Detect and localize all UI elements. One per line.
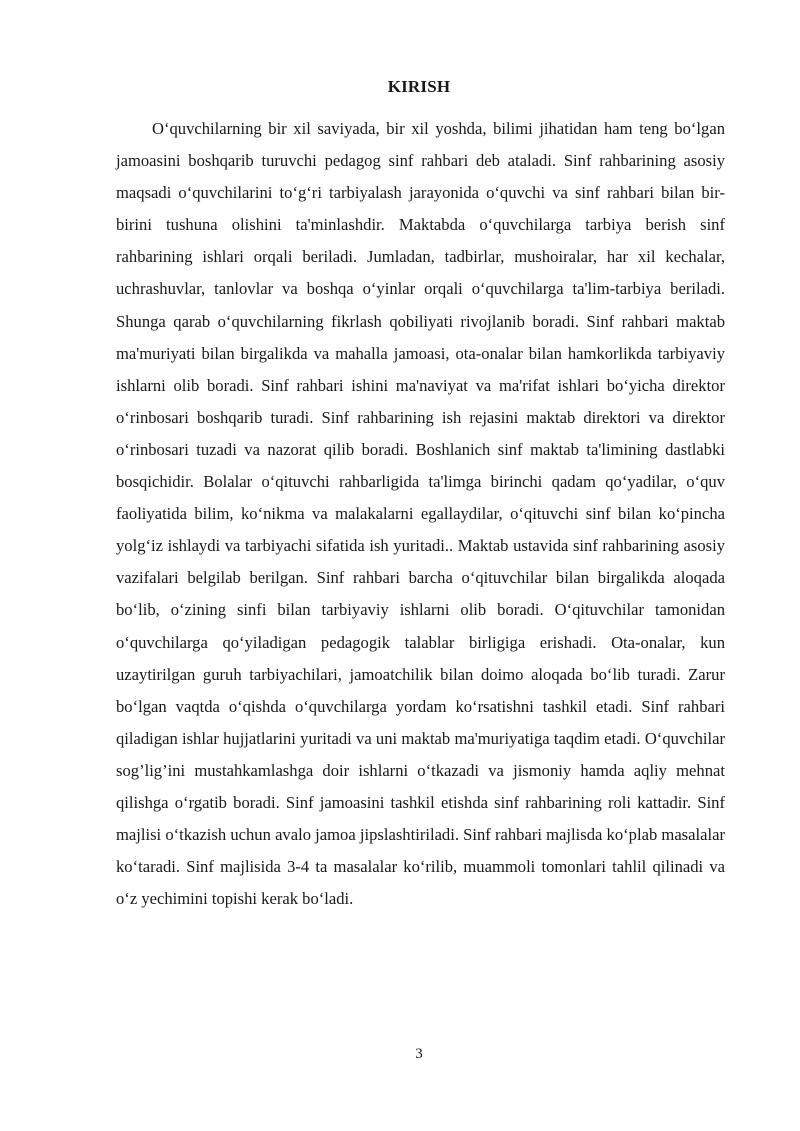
- body-paragraph: [116, 113, 725, 915]
- paragraph-text: O‘quvchilarning bir xil saviyada, bir xil yoshda, bilimi jihatidan ham teng bo‘lgan jamoasini boshqarib turuvchi pedagog sinf rahbari deb ataladi. Sinf rahbarining asosiy maqsadi o‘quvchilarini to‘g‘ri tarbiyalash jarayonida o‘quvchi va sinf rahbari bilan bir-birini tushuna olishini ta'minlashdir. Maktabda o‘quvchilarga tarbiya berish sinf rahbarining ishlari orqali beriladi. Jumladan, tadbirlar, mushoiralar, har xil kechalar, uchrashuvlar, tanlovlar va boshqa o‘yinlar orqali o‘quvchilarga ta'lim-tarbiya beriladi. Shunga qarab o‘quvchilarning fikrlash qobiliyati rivojlanib boradi. Sinf rahbari maktab ma'muriyati bilan birgalikda va mahalla jamoasi, ota-onalar bilan hamkorlikda tarbiyaviy ishlarni olib boradi. Sinf rahbari ishini ma'naviyat va ma'rifat ishlari bo‘yicha direktor o‘rinbosari boshqarib turadi. Sinf rahbarining ish rejasini maktab direktori va direktor o‘rinbosari tuzadi va nazorat qilib boradi. Boshlanich sinf maktab ta'limining dastlabki bosqichidir. Bolalar o‘qituvchi rahbarligida ta'limga birinchi qadam qo‘yadilar, o‘quv faoliyatida bilim, ko‘nikma va malakalarni egallaydilar, o‘qituvchi sinf bilan ko‘pincha yolg‘iz ishlaydi va tarbiyachi sifatida ish yuritadi.. Maktab ustavida sinf rahbarining asosiy vazifalari belgilab berilgan. Sinf rahbari barcha o‘qituvchilar bilan birgalikda aloqada bo‘lib, o‘zining sinfi bilan tarbiyaviy ishlarni olib boradi. O‘qituvchilar tamonidan o‘quvchilarga qo‘yiladigan pedagogik talablar birligiga erishadi. Ota-onalar, kun uzaytirilgan guruh tarbiyachilari, jamoatchilik bilan doimo aloqada bo‘lib turadi. Zarur bo‘lgan vaqtda o‘qishda o‘quvchilarga yordam ko‘rsatishni tashkil etadi. Sinf rahbari qiladigan ishlar hujjatlarini yuritadi va uni maktab ma'muriyatiga taqdim etadi. O‘quvchilar sog’lig’ini mustahkamlashga doir ishlarni o‘tkazadi va jismoniy hamda aqliy mehnat qilishga o‘rgatib boradi. Sinf jamoasini tashkil etishda sinf rahbarining roli kattadir. Sinf majlisi o‘tkazish uchun avalo jamoa jipslashtiriladi. Sinf rahbari majlisda ko‘plab masalalar ko‘taradi. Sinf majlisida 3-4 ta masalalar ko‘rilib, muammoli tomonlari tahlil qilinadi va o‘z yechimini topishi kerak bo‘ladi.: [116, 119, 725, 909]
- page-number: 3: [415, 1046, 423, 1062]
- section-heading: KIRISH: [387, 77, 451, 96]
